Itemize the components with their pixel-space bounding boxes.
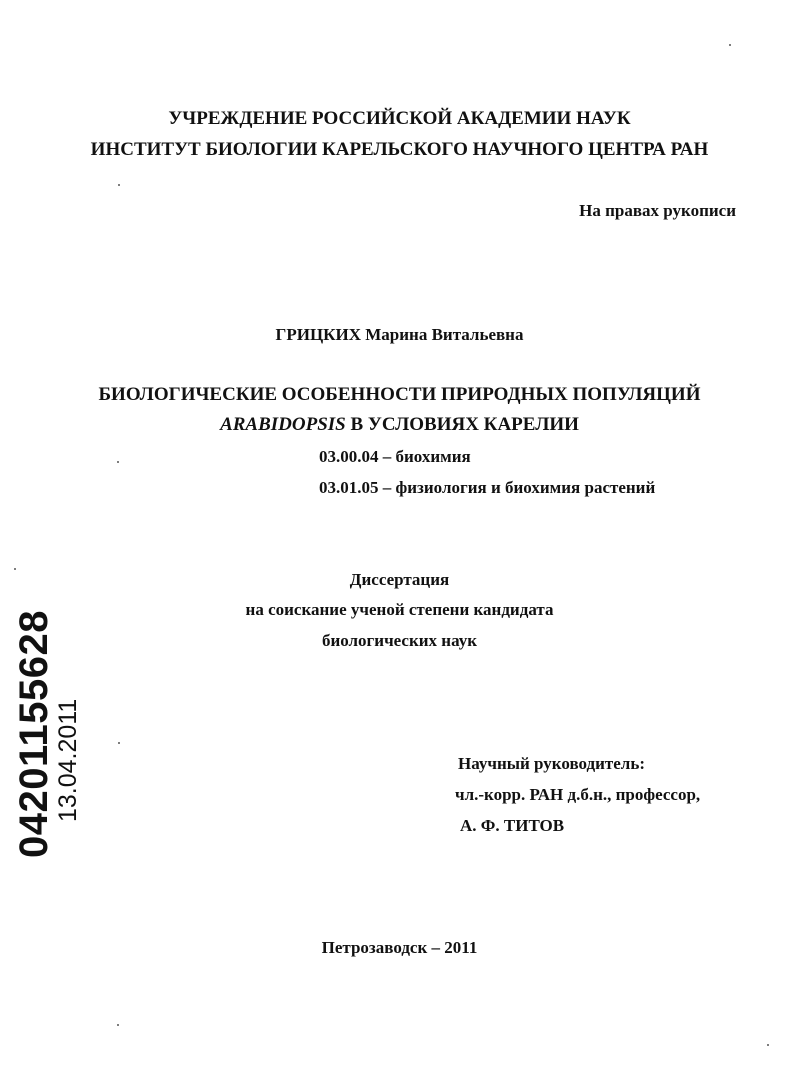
scan-speck [118,742,120,744]
manuscript-rights-note: На правах рукописи [579,201,736,220]
dissertation-title-line-2 [0,415,799,434]
scan-speck [117,1024,119,1026]
supervisor-name: А. Ф. ТИТОВ [460,816,565,835]
degree-line: на соискание ученой степени кандидата [245,600,554,619]
scan-speck [767,1044,769,1046]
specialty-code-1: 03.00.04 – биохимия [319,447,471,466]
supervisor-label: Научный руководитель: [458,754,645,773]
place-and-year: Петрозаводск – 2011 [321,938,478,957]
title-line-2-rest: В УСЛОВИЯХ КАРЕЛИИ [345,414,579,435]
science-field-line: биологических наук [321,631,478,650]
genus-name: ARABIDOPSIS [220,414,346,435]
author-name: ГРИЦКИХ Марина Витальевна [275,325,524,344]
scan-speck [14,568,16,570]
dissertation-title-line-1: БИОЛОГИЧЕСКИЕ ОСОБЕННОСТИ ПРИРОДНЫХ ПОПУЛЯЦИЙ [98,384,701,405]
specialty-code-2: 03.01.05 – физиология и биохимия растений [319,478,656,497]
scan-speck [117,461,119,463]
institution-line-2: ИНСТИТУТ БИОЛОГИИ КАРЕЛЬСКОГО НАУЧНОГО ЦЕНТРА РАН [90,139,709,160]
scan-speck [118,184,120,186]
supervisor-rank: чл.-корр. РАН д.б.н., профессор, [455,785,701,804]
scan-speck [729,44,731,46]
institution-line-1: УЧРЕЖДЕНИЕ РОССИЙСКОЙ АКАДЕМИИ НАУК [168,108,631,129]
dissertation-label: Диссертация [349,570,450,589]
library-stamp-code: 04201155628 [12,610,56,858]
library-stamp-date: 13.04.2011 [54,698,82,822]
